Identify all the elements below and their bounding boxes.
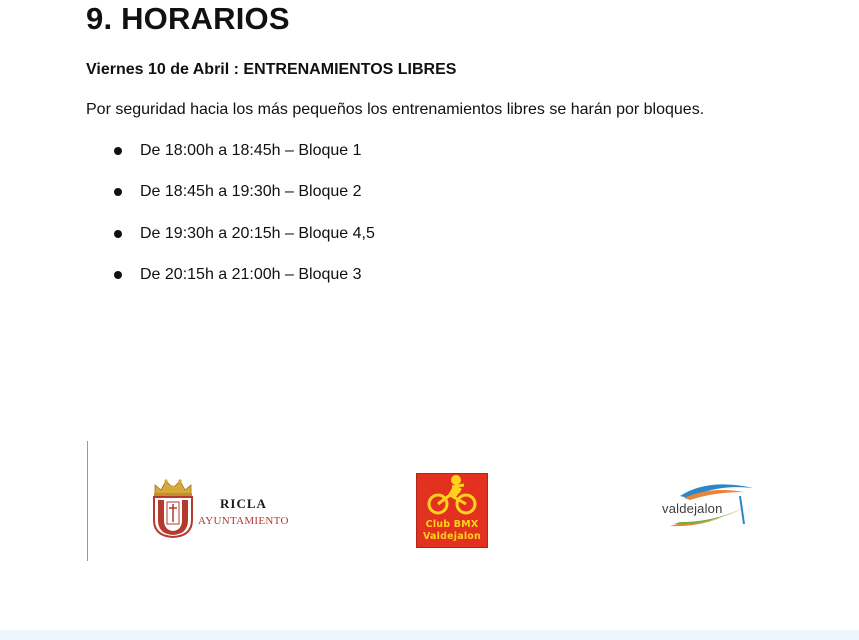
valdejalon-logo	[658, 478, 758, 533]
schedule-item-text: De 20:15h a 21:00h – Bloque 3	[140, 265, 362, 283]
schedule-item-text: De 18:45h a 19:30h – Bloque 2	[140, 183, 362, 201]
schedule-item-text: De 19:30h a 20:15h – Bloque 4,5	[140, 224, 375, 242]
schedule-item-text: De 18:00h a 18:45h – Bloque 1	[140, 142, 362, 159]
bullet-icon	[114, 230, 122, 238]
bmx-label-line2: Valdejalon	[423, 531, 481, 542]
intro-text: Por seguridad hacia los más pequeños los entrenamientos libres se harán por bloques.	[86, 101, 705, 118]
bmx-club-logo	[416, 473, 488, 548]
divider	[87, 441, 88, 561]
bullet-icon	[114, 147, 122, 155]
bullet-icon	[114, 271, 122, 279]
valdejalon-name: valdejalon	[662, 501, 723, 516]
bottom-band	[0, 630, 859, 640]
ricla-name: RICLA	[220, 496, 267, 511]
ricla-subtitle: AYUNTAMIENTO	[198, 515, 289, 527]
bullet-icon	[114, 188, 122, 196]
coat-of-arms-icon	[150, 478, 196, 538]
bmx-rider-icon	[416, 473, 488, 517]
day-heading: Viernes 10 de Abril : ENTRENAMIENTOS LIBRES	[86, 61, 457, 78]
ricla-logo	[150, 478, 300, 540]
bmx-label-line1: Club BMX	[425, 519, 479, 530]
section-title: 9. HORARIOS	[86, 1, 290, 36]
